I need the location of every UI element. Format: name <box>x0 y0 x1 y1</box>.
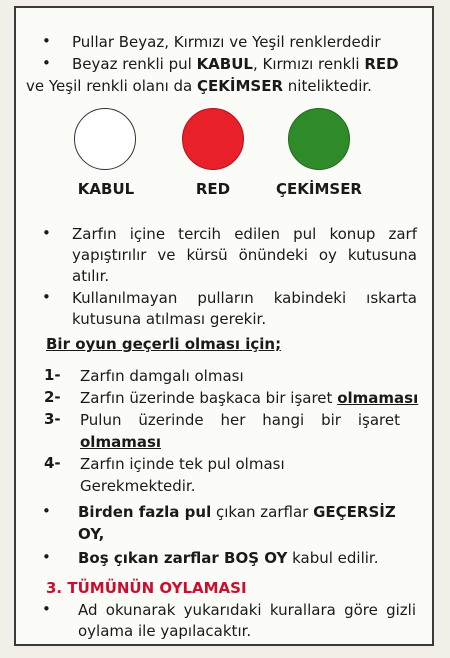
bullet: • <box>42 600 51 618</box>
validity-item-1: Zarfın damgalı olması <box>80 367 244 385</box>
item-number: 4- <box>44 454 61 472</box>
voting-rules-card <box>14 6 434 646</box>
red-label: RED <box>195 180 231 198</box>
rule-meaning-line2: ve Yeşil renkli olanı da ÇEKİMSER niteliktedir. <box>26 77 372 95</box>
validity-item-3: Pulun üzerinde her hangi bir işaret <box>80 411 400 429</box>
bullet: • <box>42 224 51 242</box>
item-number: 1- <box>44 366 61 384</box>
red-ballot-circle <box>182 108 244 170</box>
validity-heading: Bir oyun geçerli olması için; <box>46 335 282 353</box>
kabul-label: KABUL <box>77 180 135 198</box>
white-ballot-circle <box>74 108 136 170</box>
bullet: • <box>42 54 51 72</box>
bullet: • <box>42 502 51 520</box>
validity-item-3-cont: olmaması <box>80 433 162 451</box>
rule-meaning-line1: Beyaz renkli pul KABUL, Kırmızı renkli RED <box>72 55 399 73</box>
invalid-rule-line1: Birden fazla pul çıkan zarflar GEÇERSİZ <box>78 503 396 521</box>
validity-item-4: Zarfın içinde tek pul olması <box>80 455 285 473</box>
green-ballot-circle <box>288 108 350 170</box>
validity-item-4-cont: Gerekmektedir. <box>80 477 196 495</box>
rule-unused: Kullanılmayan pulların kabindeki ıskarta kutusuna atılması gerekir. <box>72 289 417 328</box>
rule-envelope: Zarfın içine tercih edilen pul konup zarf yapıştırılır ve kürsü önündeki oy kutusuna atılır. <box>72 225 417 285</box>
item-number: 3- <box>44 410 61 428</box>
cekimser-label: ÇEKİMSER <box>276 180 362 198</box>
validity-item-2: Zarfın üzerinde başkaca bir işaret olmaması <box>80 389 419 407</box>
bullet: • <box>42 288 51 306</box>
blank-rule: Boş çıkan zarflar BOŞ OY kabul edilir. <box>78 549 379 567</box>
section3-heading: 3. TÜMÜNÜN OYLAMASI <box>46 579 247 597</box>
bullet: • <box>42 548 51 566</box>
invalid-rule-line2: OY, <box>78 525 105 543</box>
section3-rule: Ad okunarak yukarıdaki kurallara göre gizli oylama ile yapılacaktır. <box>78 601 416 640</box>
item-number: 2- <box>44 388 61 406</box>
rule-colors: Pullar Beyaz, Kırmızı ve Yeşil renklerdedir <box>72 33 381 51</box>
bullet: • <box>42 32 51 50</box>
